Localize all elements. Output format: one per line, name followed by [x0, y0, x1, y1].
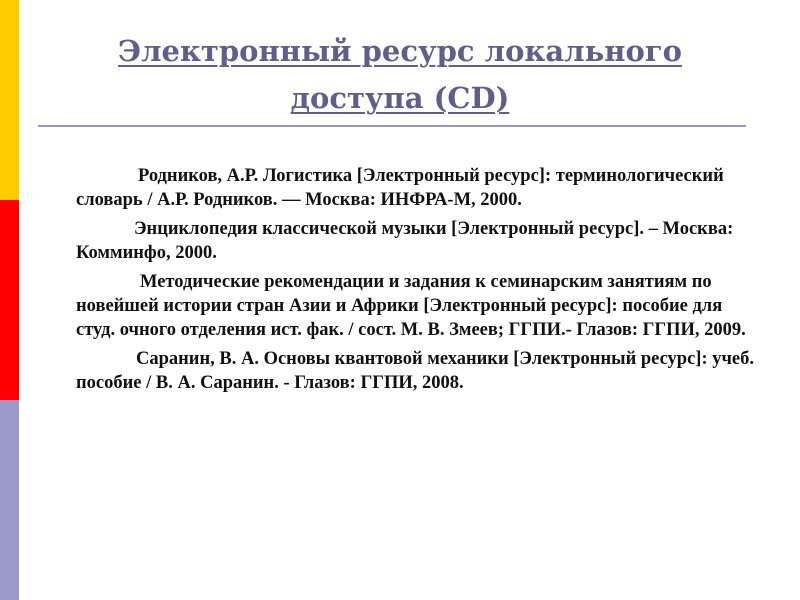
title-divider	[38, 125, 746, 127]
side-bar-blue	[0, 400, 19, 600]
slide-title	[40, 28, 760, 122]
side-bar-red	[0, 200, 19, 400]
reference-item: Саранин, В. А. Основы квантовой механики [Электронный ресурс]: учеб. пособие / В. А. Саранин. - Глазов: ГГПИ, 2008.	[76, 349, 755, 393]
reference-item: Родников, А.Р. Логистика [Электронный ресурс]: терминологический словарь / А.Р. Родников. — Москва: ИНФРА-М, 2000.	[76, 166, 724, 210]
reference-list	[76, 164, 756, 400]
side-bar-yellow	[0, 0, 19, 200]
slide-title-line-1: Электронный ресурс локального	[118, 34, 682, 68]
reference-item: Энциклопедия классической музыки [Электронный ресурс]. – Москва: Комминфо, 2000.	[76, 219, 734, 263]
reference-item: Методические рекомендации и задания к семинарским занятиям по новейшей истории стран Азии и Африки [Электронный ресурс]: пособие для студ. очного отделения ист. фак. / сост. М. В. Змеев; ГГПИ.- Глазов: ГГПИ, 2009.	[76, 272, 746, 340]
slide-title-line-2: доступа (CD)	[290, 81, 510, 115]
